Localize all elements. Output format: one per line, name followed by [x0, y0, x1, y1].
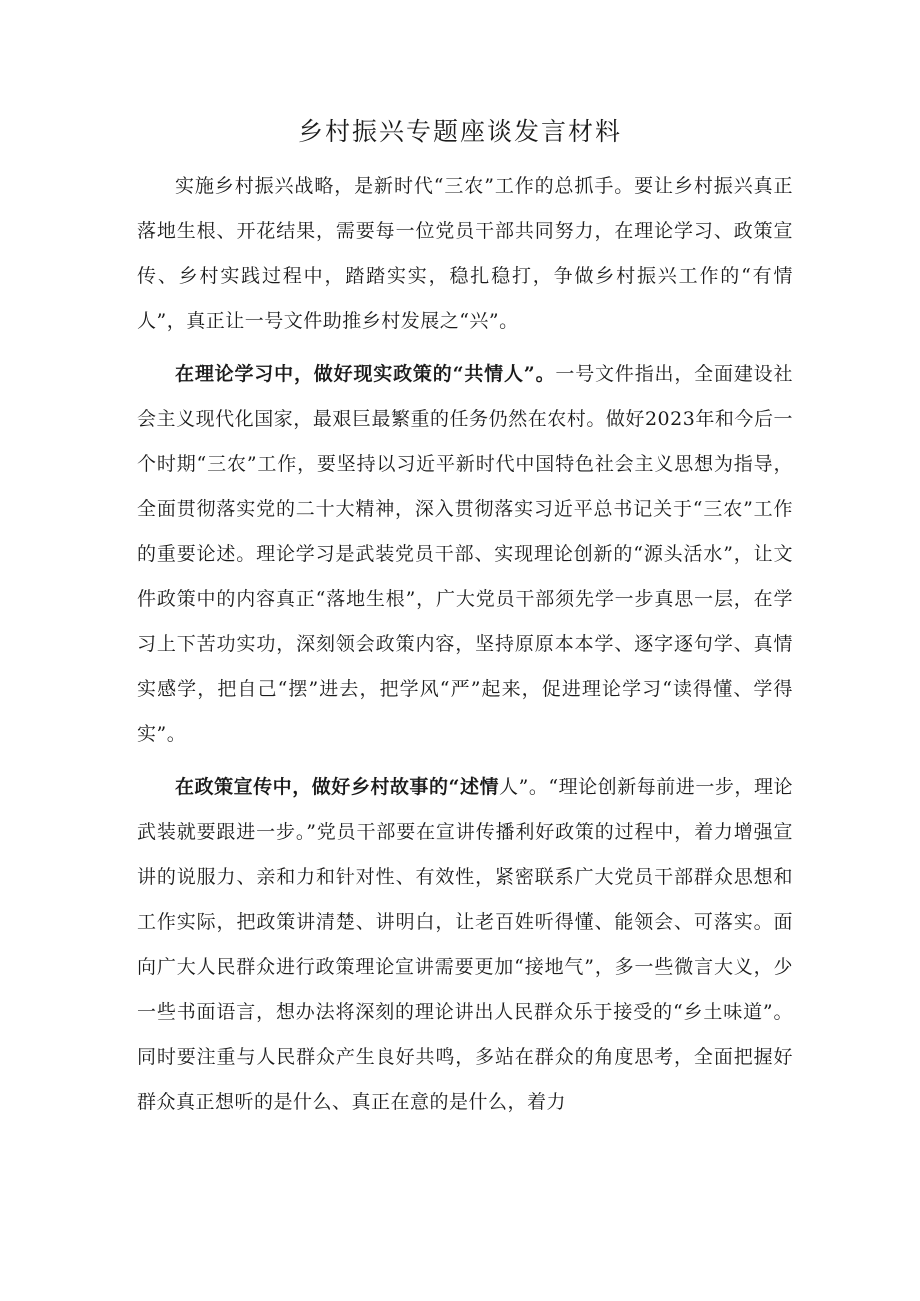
paragraph-lead-heading: 在理论学习中，做好现实政策的“共情人”。 — [175, 363, 556, 385]
document-title: 乡村振兴专题座谈发言材料 — [297, 117, 622, 146]
paragraph-text: 一号文件指出，全面建设社会主义现代化国家，最艰巨最繁重的任务仍然在农村。做好2023年和今后一个时期“三农”工作，要坚持以习近平新时代中国特色社会主义思想为指导，全面贯彻落实党的二十大精神，深入贯彻落实习近平总书记关于“三农”工作的重要论述。理论学习是武装党员干部、实现理论创新的“源头活水”，让文件政策中的内容真正“落地生根”，广大党员干部须先学一步真思一层，在学习上下苦功实功，深刻领会政策内容，坚持原原本本学、逐字逐句学、真情实感学，把自己“摆”进去，把学风“严”起来，促进理论学习“读得懂、学得实”。 — [137, 363, 793, 745]
paragraph-theory-study — [137, 352, 793, 757]
paragraph-text: 人”。“理论创新每前进一步，理论武装就要跟进一步。”党员干部要在宣讲传播利好政策的过程中，着力增强宣讲的说服力、亲和力和针对性、有效性，紧密联系广大党员干部群众思想和工作实际，把政策讲清楚、讲明白，让老百姓听得懂、能领会、可落实。面向广大人民群众进行政策理论宣讲需要更加“接地气”，多一些微言大义，少一些书面语言，想办法将深刻的理论讲出人民群众乐于接受的“乡土味道”。同时要注重与人民群众产生良好共鸣，多站在群众的角度思考，全面把握好群众真正想听的是什么、真正在意的是什么，着力 — [137, 776, 793, 1113]
paragraph-intro — [137, 164, 793, 344]
paragraph-policy-promotion — [137, 765, 793, 1125]
paragraph-lead-heading: 在政策宣传中，做好乡村故事的“述情 — [175, 776, 500, 798]
document-body — [137, 164, 793, 1125]
paragraph-text: 实施乡村振兴战略，是新时代“三农”工作的总抓手。要让乡村振兴真正落地生根、开花结果，需要每一位党员干部共同努力，在理论学习、政策宣传、乡村实践过程中，踏踏实实，稳扎稳打，争做乡村振兴工作的“有情人”，真正让一号文件助推乡村发展之“兴”。 — [137, 175, 793, 332]
